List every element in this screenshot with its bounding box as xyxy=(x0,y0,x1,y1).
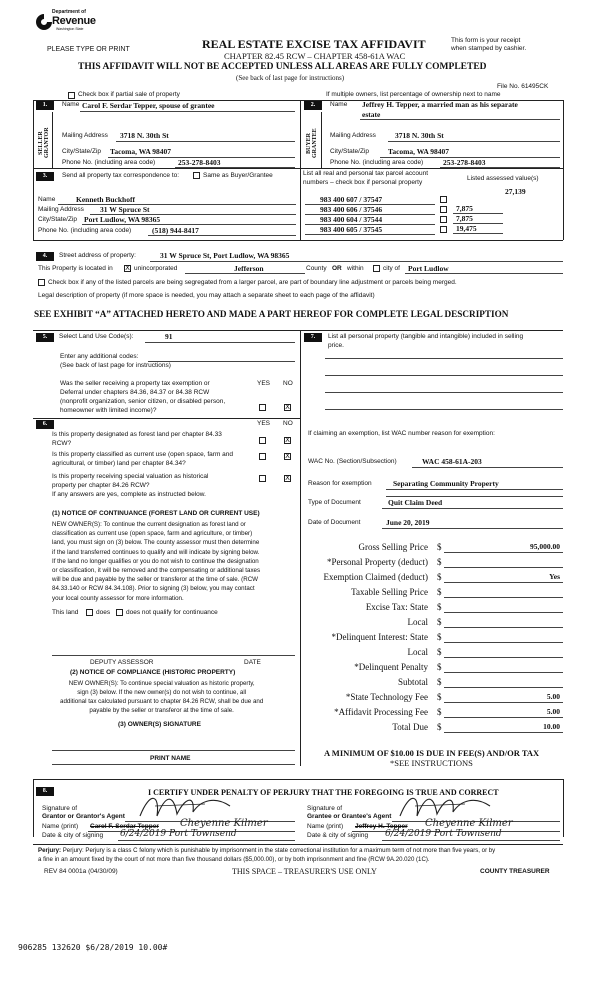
dollar-sign: $ xyxy=(437,587,442,597)
seller-side-label: SELLER GRANTOR xyxy=(38,127,50,159)
within-label: within xyxy=(347,265,364,272)
unincorporated-checkbox[interactable]: X xyxy=(125,264,130,272)
form-chapter: CHAPTER 82.45 RCW – CHAPTER 458-61A WAC xyxy=(224,51,406,61)
grantor-name-handwritten[interactable]: Cheyenne Kilmer xyxy=(180,818,268,829)
see-back-note: (See back of last page for instructions) xyxy=(236,74,345,82)
form-warning: THIS AFFIDAVIT WILL NOT BE ACCEPTED UNLESS ALL AREAS ARE FULLY COMPLETED xyxy=(78,62,487,72)
personal-property-checkbox[interactable] xyxy=(440,196,447,203)
tax-value[interactable]: Yes xyxy=(549,572,560,581)
grantor-sig-label-1: Signature of xyxy=(42,805,78,812)
buyer-side-label: BUYER GRANTEE xyxy=(306,128,318,158)
corr-city[interactable]: Port Ludlow, WA 98365 xyxy=(84,215,161,224)
county-name[interactable]: Jefferson xyxy=(234,264,264,273)
county-label: County xyxy=(306,265,327,272)
grantor-date-handwritten[interactable]: 6/24/2019 Port Townsend xyxy=(120,829,237,839)
section-3-badge: 3. xyxy=(36,172,54,181)
county-treasurer: COUNTY TREASURER xyxy=(480,868,550,875)
segregated-checkbox[interactable] xyxy=(38,279,45,286)
parcel-account[interactable]: 983 400 604 / 37544 xyxy=(320,215,383,224)
exempt-no-checkbox[interactable]: X xyxy=(285,403,290,411)
seller-phone-label: Phone No. (including area code) xyxy=(62,159,156,166)
seller-addr-label: Mailing Address xyxy=(62,132,108,139)
personal-property-checkbox[interactable] xyxy=(440,206,447,213)
buyer-name-label: Name xyxy=(330,101,348,108)
seller-phone[interactable]: 253-278-8403 xyxy=(178,158,221,167)
corr-name-label: Name xyxy=(38,196,56,203)
parcel-account[interactable]: 983 400 606 / 37546 xyxy=(320,205,383,214)
grantor-sig-label-2: Grantor or Grantor's Agent xyxy=(42,813,125,820)
seller-city[interactable]: Tacoma, WA 98407 xyxy=(110,147,172,156)
dollar-sign: $ xyxy=(437,542,442,552)
grantor-name-typed: Carol F. Serdar Tepper xyxy=(90,823,159,830)
seller-address[interactable]: 3718 N. 30th St xyxy=(120,131,169,140)
tax-label: *State Technology Fee xyxy=(345,692,428,702)
unincorporated-label: unincorporated xyxy=(134,265,178,272)
personal-property-label-2: price. xyxy=(328,342,344,349)
deputy-assessor-label: DEPUTY ASSESSOR xyxy=(90,659,154,666)
cashier-stamp: 906285 132620 $6/28/2019 10.00# xyxy=(18,943,168,952)
exempt-yes-checkbox[interactable] xyxy=(259,404,266,411)
perjury-note-1: Perjury: Perjury: Perjury is a class C felony which is punishable by imprisonment in the state correctional institution for a maximum term of not more than five years, or by xyxy=(38,847,496,854)
legal-label: Legal description of property (if more space is needed, you may attach a separate sheet to each page of the affidavit) xyxy=(38,292,375,299)
exemption-note: If claiming an exemption, list WAC number reason for exemption: xyxy=(308,430,495,437)
grantee-sig-label-1: Signature of xyxy=(307,805,343,812)
wac-number[interactable]: WAC 458-61A-203 xyxy=(422,457,482,466)
dollar-sign: $ xyxy=(437,602,442,612)
tax-label: *Delinquent Interest: State xyxy=(331,632,428,642)
or-label: OR xyxy=(332,265,342,272)
forest-no-checkbox[interactable]: X xyxy=(285,436,290,444)
current-use-q-2: agricultural, or timber) land per chapter 84.34? xyxy=(52,460,186,467)
grantee-date-label: Date & city of signing xyxy=(307,832,369,839)
city-checkbox[interactable] xyxy=(373,265,380,272)
tax-label: Excise Tax: State xyxy=(365,602,428,612)
land-use-label: Select Land Use Code(s): xyxy=(59,333,134,340)
document-type[interactable]: Quit Claim Deed xyxy=(388,498,443,507)
not-qualifies-checkbox[interactable] xyxy=(116,609,123,616)
corr-name[interactable]: Kenneth Buckhoff xyxy=(76,195,135,204)
section-6-badge: 6. xyxy=(36,420,54,429)
parcels-header-1: List all real and personal tax parcel account xyxy=(303,170,429,177)
historic-yes-checkbox[interactable] xyxy=(259,475,266,482)
multi-owner-note: If multiple owners, list percentage of ownership next to name xyxy=(326,91,501,98)
deputy-date-label: DATE xyxy=(244,659,261,666)
tax-label: Gross Selling Price xyxy=(358,542,428,552)
dollar-sign: $ xyxy=(437,722,442,732)
logo-dept: Department of xyxy=(52,9,86,15)
buyer-phone[interactable]: 253-278-8403 xyxy=(443,158,486,167)
tax-label: Local xyxy=(407,647,428,657)
personal-property-label-1: List all personal property (tangible and intangible) included in selling xyxy=(328,333,524,340)
buyer-phone-label: Phone No. (including area code) xyxy=(330,159,424,166)
file-number: File No. 61495CK xyxy=(497,83,549,90)
parcels-header-2: numbers – check box if personal property xyxy=(303,179,423,186)
dollar-sign: $ xyxy=(437,692,442,702)
section-7-badge: 7. xyxy=(304,333,322,342)
corr-city-label: City/State/Zip xyxy=(38,216,78,223)
dollar-sign: $ xyxy=(437,677,442,687)
continuance-title: (1) NOTICE OF CONTINUANCE (FOREST LAND OR CURRENT USE) xyxy=(52,510,260,517)
reason-label: Reason for exemption xyxy=(308,480,372,487)
current-use-yes-checkbox[interactable] xyxy=(259,453,266,460)
exempt-q-1: Was the seller receiving a property tax exemption or xyxy=(60,380,210,387)
forest-q-2: RCW? xyxy=(52,440,72,447)
form-revision: REV 84 0001a (04/30/09) xyxy=(44,868,118,875)
buyer-city-label: City/State/Zip xyxy=(330,148,370,155)
tax-label: Total Due xyxy=(392,722,428,732)
current-use-q-1: Is this property classified as current use (open space, farm and xyxy=(52,451,234,458)
tax-value[interactable]: 10.00 xyxy=(543,722,560,731)
tax-label: Subtotal xyxy=(397,677,428,687)
historic-q-2: property per chapter 84.26 RCW? xyxy=(52,482,150,489)
perjury-note-2: a fine in an amount fixed by the court of not more than five thousand dollars ($5,000.00), or by both imprisonment and fine (RCW 9A.20.020 (1C). xyxy=(38,856,430,863)
exempt-q-4: homeowner with limited income)? xyxy=(60,407,157,414)
dor-logo xyxy=(34,10,94,38)
grantee-date-handwritten[interactable]: 6/24/2019 Port Townsend xyxy=(385,829,502,839)
tax-value[interactable]: 5.00 xyxy=(546,707,560,716)
exempt-q-2: Deferral under chapters 84.36, 84.37 or 84.38 RCW xyxy=(60,389,210,396)
parcel-value[interactable]: 7,875 xyxy=(456,214,473,223)
continuance-text: NEW OWNER(S): To continue the current designation as forest land or classification as current use (open space, farm and agriculture, or timber) land, you must sign on (3) below. The county assessor must then determine if the land transferred continues to qualify and will indicate by signing below. If the land no longer qualifies or you do not wish to continue the designation or classification, it will be removed and the compensating or additional taxes will be due and payable by the seller or transferor at the time of sale. (RCW 84.33.140 or RCW 84.34.108). Prior to signing (3) below, you may contact your local county assessor for more information. xyxy=(52,521,261,602)
section-4-badge: 4. xyxy=(36,252,54,261)
dollar-sign: $ xyxy=(437,662,442,672)
additional-codes-label: Enter any additional codes: xyxy=(60,353,139,360)
buyer-address[interactable]: 3718 N. 30th St xyxy=(395,131,444,140)
section-8-badge: 8. xyxy=(36,787,54,796)
corr-address[interactable]: 31 W Spruce St xyxy=(100,205,150,214)
segregated-label: Check box if any of the listed parcels are being segregated from a larger parcel, are part of boundary line adjustment or parcels being merged. xyxy=(48,279,457,286)
same-as-buyer-checkbox[interactable] xyxy=(193,172,200,179)
buyer-name-line-2[interactable]: estate xyxy=(362,110,381,119)
dollar-sign: $ xyxy=(437,632,442,642)
grantee-name-handwritten[interactable]: Cheyenne Kilmer xyxy=(425,818,513,829)
logo-sub: Washington State xyxy=(56,27,84,31)
parcel-value[interactable]: 7,875 xyxy=(456,204,473,213)
buyer-name-line-1[interactable]: Jeffrey H. Tepper, a married man as his separate xyxy=(362,100,518,109)
assessed-total[interactable]: 27,139 xyxy=(505,187,526,196)
qualifies-checkbox[interactable] xyxy=(86,609,93,616)
grantor-date-label: Date & city of signing xyxy=(42,832,104,839)
answers-note: If any answers are yes, complete as instructed below. xyxy=(52,491,206,498)
current-use-no-checkbox[interactable]: X xyxy=(285,452,290,460)
corr-phone[interactable]: (518) 944-8417 xyxy=(152,226,199,235)
dollar-sign: $ xyxy=(437,617,442,627)
buyer-addr-label: Mailing Address xyxy=(330,132,376,139)
personal-property-checkbox[interactable] xyxy=(440,226,447,233)
section-1-badge: 1. xyxy=(36,101,54,110)
located-label: This Property is located in xyxy=(38,265,113,272)
dollar-sign: $ xyxy=(437,707,442,717)
tax-label: *Affidavit Processing Fee xyxy=(334,707,428,717)
exempt-q-3: (nonprofit organization, senior citizen, or disabled person, xyxy=(60,398,226,405)
certify-statement: I CERTIFY UNDER PENALTY OF PERJURY THAT THE FOREGOING IS TRUE AND CORRECT xyxy=(148,788,499,797)
doc-date-label: Date of Document xyxy=(308,519,361,526)
personal-property-checkbox[interactable] xyxy=(440,216,447,223)
parcel-account[interactable]: 983 400 605 / 37545 xyxy=(320,225,383,234)
street-label: Street address of property: xyxy=(59,252,136,259)
s6-no: NO xyxy=(283,420,293,427)
seller-city-label: City/State/Zip xyxy=(62,148,102,155)
land-label: This land xyxy=(52,609,79,616)
partial-sale-label: Check box if partial sale of property xyxy=(78,91,180,98)
seller-name-label: Name xyxy=(62,101,80,108)
s5-yes: YES xyxy=(257,380,271,387)
compliance-text: NEW OWNER(S): To continue special valuation as historic property, sign (3) below. If the new owner(s) do not wish to continue, all additional tax calculated pursuant to chapter 84.26 RCW, shall be due and payable by the seller or transferor at the time of sale. xyxy=(60,680,264,714)
document-date[interactable]: June 20, 2019 xyxy=(386,518,430,527)
additional-see-back: (See back of last page for instructions) xyxy=(60,362,171,369)
form-title: REAL ESTATE EXCISE TAX AFFIDAVIT xyxy=(202,37,426,51)
tax-label: *Delinquent Penalty xyxy=(354,662,428,672)
grantee-sig-label-2: Grantee or Grantee's Agent xyxy=(307,813,392,820)
exhibit-reference: SEE EXHIBIT “A” ATTACHED HERETO AND MADE A PART HEREOF FOR COMPLETE LEGAL DESCRIPTION xyxy=(34,309,509,319)
minimum-due-note: A MINIMUM OF $10.00 IS DUE IN FEE(S) AND/OR TAX xyxy=(324,748,540,758)
logo-name: Revenue xyxy=(52,15,96,27)
owner-signature-label: (3) OWNER(S) SIGNATURE xyxy=(118,721,201,728)
property-address[interactable]: 31 W Spruce St, Port Ludlow, WA 98365 xyxy=(160,251,290,260)
city-of-label: city of xyxy=(383,265,400,272)
dollar-sign: $ xyxy=(437,647,442,657)
does-not-label: does not qualify for continuance xyxy=(126,609,218,616)
section-5-badge: 5. xyxy=(36,333,54,342)
tax-value[interactable]: 5.00 xyxy=(546,692,560,701)
print-name-label: PRINT NAME xyxy=(150,755,191,762)
s6-yes: YES xyxy=(257,420,271,427)
section-2-badge: 2. xyxy=(304,101,322,110)
corr-phone-label: Phone No. (including area code) xyxy=(38,227,132,234)
same-as-buyer-label: Same as Buyer/Grantee xyxy=(203,172,273,179)
seller-name[interactable]: Carol F. Serdar Tepper, spouse of grantee xyxy=(82,101,215,110)
forest-yes-checkbox[interactable] xyxy=(259,437,266,444)
corr-addr-label: Mailing Address xyxy=(38,206,84,213)
grantee-name-label: Name (print) xyxy=(307,823,344,830)
dollar-sign: $ xyxy=(437,572,442,582)
please-type: PLEASE TYPE OR PRINT xyxy=(47,46,130,53)
grantor-name-label: Name (print) xyxy=(42,823,79,830)
parcel-account[interactable]: 983 400 607 / 37547 xyxy=(320,195,383,204)
tax-label: Local xyxy=(407,617,428,627)
receipt-note-2: when stamped by cashier. xyxy=(451,45,527,52)
does-label: does xyxy=(96,609,111,616)
see-instructions-note: *SEE INSTRUCTIONS xyxy=(390,758,473,768)
tax-value[interactable]: 95,000.00 xyxy=(530,542,560,551)
historic-no-checkbox[interactable]: X xyxy=(285,474,290,482)
tax-label: *Personal Property (deduct) xyxy=(327,557,428,567)
s5-no: NO xyxy=(283,380,293,387)
logo-swirl-icon xyxy=(34,12,54,32)
wac-label: WAC No. (Section/Subsection) xyxy=(308,458,397,465)
city-name[interactable]: Port Ludlow xyxy=(408,264,449,273)
assessed-header: Listed assessed value(s) xyxy=(467,175,539,182)
exemption-reason[interactable]: Separating Community Property xyxy=(393,479,499,488)
tax-label: Exemption Claimed (deduct) xyxy=(323,572,428,582)
receipt-note-1: This form is your receipt xyxy=(451,37,521,44)
dollar-sign: $ xyxy=(437,557,442,567)
grantee-name-typed: Jeffrey H. Tepper xyxy=(355,823,408,830)
tax-label: Taxable Selling Price xyxy=(351,587,428,597)
treasurer-space: THIS SPACE – TREASURER'S USE ONLY xyxy=(232,867,377,876)
partial-sale-checkbox[interactable] xyxy=(68,92,75,99)
land-use-code[interactable]: 91 xyxy=(165,332,173,341)
buyer-city[interactable]: Tacoma, WA 98407 xyxy=(388,147,450,156)
forest-q-1: Is this property designated as forest land per chapter 84.33 xyxy=(52,431,222,438)
parcel-value[interactable]: 19,475 xyxy=(456,224,477,233)
compliance-title: (2) NOTICE OF COMPLIANCE (HISTORIC PROPERTY) xyxy=(70,669,236,676)
correspondence-label: Send all property tax correspondence to: xyxy=(62,172,180,179)
historic-q-1: Is this property receiving special valuation as historical xyxy=(52,473,209,480)
doc-type-label: Type of Document xyxy=(308,499,361,506)
